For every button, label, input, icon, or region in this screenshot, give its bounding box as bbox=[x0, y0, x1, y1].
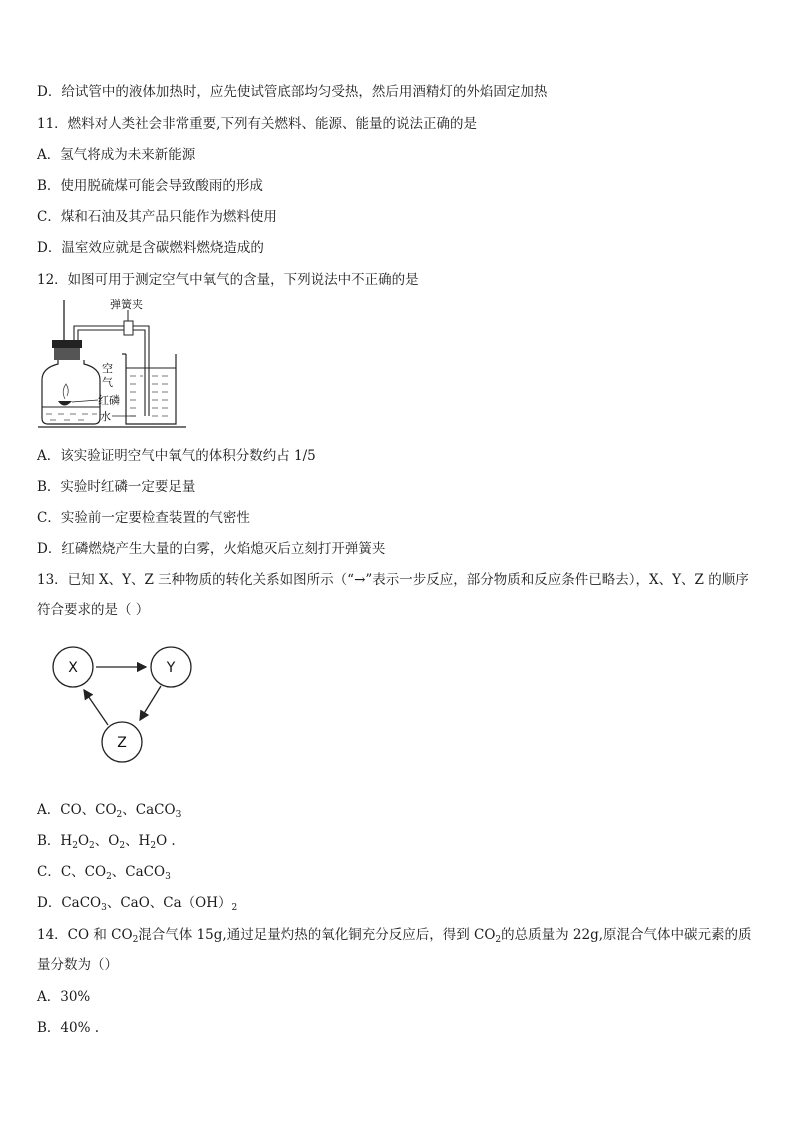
q12-stem: 12．如图可用于测定空气中氧气的含量，下列说法中不正确的是 bbox=[37, 272, 419, 288]
node-x-label: X bbox=[68, 660, 78, 676]
spring-clamp bbox=[124, 321, 133, 335]
q10-option-d: D．给试管中的液体加热时，应先使试管底部均匀受热，然后用酒精灯的外焰固定加热 bbox=[37, 84, 548, 100]
q14-option-b: B．40% . bbox=[37, 1020, 100, 1036]
q12-option-d: D．红磷燃烧产生大量的白雾，火焰熄灭后立刻打开弹簧夹 bbox=[37, 541, 386, 557]
node-z-label: Z bbox=[117, 735, 127, 751]
q11-option-a: A．氢气将成为未来新能源 bbox=[37, 147, 196, 163]
air-label-1: 空 bbox=[102, 362, 113, 375]
phosphorus-label: 红磷 bbox=[98, 394, 120, 407]
bottle-water-dashes bbox=[46, 414, 97, 420]
q12-option-b: B．实验时红磷一定要足量 bbox=[37, 479, 196, 495]
phosphorus-leader bbox=[72, 400, 98, 402]
q12-option-c: C．实验前一定要检查装置的气密性 bbox=[37, 510, 250, 526]
q11-stem: 11．燃料对人类社会非常重要,下列有关燃料、能源、能量的说法正确的是 bbox=[37, 116, 477, 132]
arrow-z-to-x bbox=[84, 690, 108, 725]
q11-option-d: D．温室效应就是含碳燃料燃烧造成的 bbox=[37, 240, 264, 256]
q14-option-a: A．30% bbox=[37, 989, 91, 1005]
combustion-spoon bbox=[58, 401, 72, 406]
q13-option-b: B．$H_2O_2$、$O_2$、$H_2O$ . bbox=[37, 833, 176, 851]
q13-option-a: A．CO、$CO_2$、CaCO$_3$ bbox=[37, 802, 182, 820]
q13-stem: 13．已知 X、Y、Z 三种物质的转化关系如图所示（“→”表示一步反应，部分物质和反应条件已略去），X、Y、Z 的顺序符合要求的是（ ） bbox=[37, 572, 749, 618]
q14-stem: 14．CO 和 $CO_2$混合气体 15g,通过足量灼热的氧化铜充分反应后，得到 $CO_2$的总质量为 22g,原混合气体中碳元素的质量分数为（） bbox=[37, 927, 752, 973]
conversion-diagram bbox=[44, 638, 204, 768]
q11-option-b: B．使用脱硫煤可能会导致酸雨的形成 bbox=[37, 178, 263, 194]
node-y-label: Y bbox=[166, 660, 176, 676]
q12-option-a: A．该实验证明空气中氧气的体积分数约占 1/5 bbox=[37, 448, 316, 464]
stopper-lower bbox=[54, 348, 80, 360]
q11-option-c: C．煤和石油及其产品只能作为燃料使用 bbox=[37, 209, 277, 225]
arrow-y-to-z bbox=[140, 686, 161, 720]
q13-option-c: C．C、$CO_2$、CaCO$_3$ bbox=[37, 864, 171, 882]
water-label: 水 bbox=[100, 410, 111, 423]
clamp-label: 弹簧夹 bbox=[110, 298, 143, 311]
air-label-2: 气 bbox=[102, 376, 113, 389]
beaker bbox=[126, 354, 176, 424]
oxygen-apparatus-figure bbox=[36, 296, 206, 436]
q13-option-d: D．CaCO$_3$、CaO、$Ca(OH)_2$ bbox=[37, 895, 238, 913]
flame-icon bbox=[63, 384, 68, 399]
